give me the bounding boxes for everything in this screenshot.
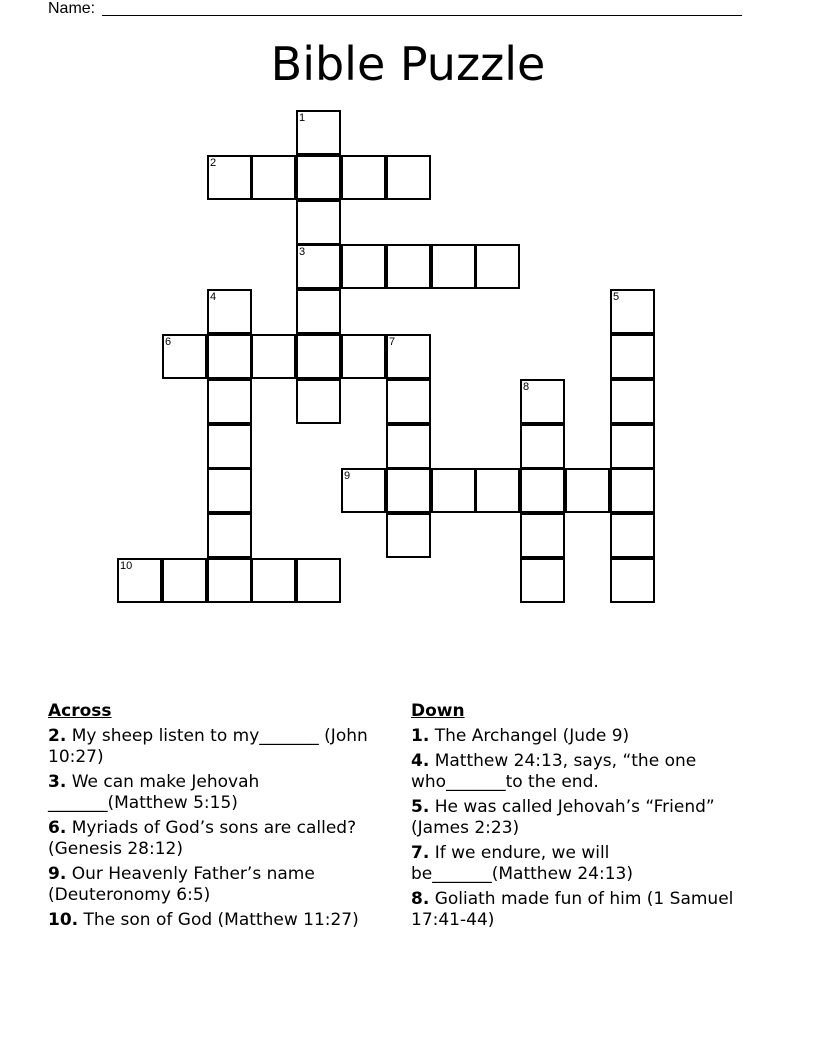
grid-cell[interactable]	[251, 334, 296, 379]
clue-text: Matthew 24:13, says, “the one who_______to the end.	[411, 751, 697, 792]
grid-cell[interactable]	[386, 379, 431, 424]
grid-cell[interactable]	[431, 244, 476, 289]
grid-cell[interactable]	[296, 200, 341, 245]
grid-cell[interactable]	[341, 155, 386, 200]
grid-cell[interactable]	[520, 513, 565, 558]
down-clues	[411, 701, 751, 935]
clue-number: 10.	[48, 910, 79, 930]
clue-text: The Archangel (Jude 9)	[434, 726, 630, 746]
down-heading: Down	[411, 701, 465, 721]
grid-cell[interactable]	[386, 334, 431, 379]
grid-cell[interactable]	[207, 379, 252, 424]
grid-cell[interactable]	[207, 334, 252, 379]
grid-cell[interactable]	[251, 558, 296, 603]
grid-cell[interactable]	[296, 558, 341, 603]
clue-number: 7.	[411, 843, 430, 863]
grid-cell[interactable]	[296, 244, 341, 289]
clue-number-label: 3	[299, 246, 306, 258]
clue-text: We can make Jehovah _______(Matthew 5:15)	[48, 772, 260, 813]
down-clue	[411, 797, 751, 839]
grid-cell[interactable]	[520, 468, 565, 513]
clue-text: Goliath made fun of him (1 Samuel 17:41-44)	[411, 889, 734, 930]
grid-cell[interactable]	[251, 155, 296, 200]
across-heading: Across	[48, 701, 112, 721]
clue-number: 9.	[48, 864, 67, 884]
clue-number-label: 8	[523, 381, 530, 393]
grid-cell[interactable]	[296, 289, 341, 334]
grid-cell[interactable]	[207, 424, 252, 469]
clue-number-label: 9	[344, 470, 351, 482]
grid-cell[interactable]	[207, 289, 252, 334]
clue-number-label: 4	[210, 291, 217, 303]
grid-cell[interactable]	[520, 558, 565, 603]
clue-number-label: 6	[165, 336, 172, 348]
grid-cell[interactable]	[296, 379, 341, 424]
across-clue	[48, 772, 398, 814]
grid-cell[interactable]	[341, 334, 386, 379]
clue-number-label: 10	[120, 560, 133, 572]
down-clue	[411, 751, 751, 793]
grid-cell[interactable]	[162, 334, 207, 379]
down-clue	[411, 843, 751, 885]
grid-cell[interactable]	[296, 110, 341, 155]
grid-cell[interactable]	[341, 468, 386, 513]
grid-cell[interactable]	[386, 513, 431, 558]
clue-text: Myriads of God’s sons are called? (Genesis 28:12)	[48, 818, 357, 859]
clue-number-label: 7	[389, 336, 396, 348]
grid-cell[interactable]	[207, 558, 252, 603]
grid-cell[interactable]	[610, 379, 655, 424]
grid-cell[interactable]	[565, 468, 610, 513]
grid-cell[interactable]	[610, 289, 655, 334]
grid-cell[interactable]	[386, 155, 431, 200]
across-clues	[48, 701, 398, 935]
clue-text: Our Heavenly Father’s name (Deuteronomy 6:5)	[48, 864, 315, 905]
grid-cell[interactable]	[162, 558, 207, 603]
clue-number: 2.	[48, 726, 67, 746]
across-clue	[48, 864, 398, 906]
grid-cell[interactable]	[296, 334, 341, 379]
grid-cell[interactable]	[520, 424, 565, 469]
across-clue	[48, 910, 398, 931]
grid-cell[interactable]	[386, 244, 431, 289]
clue-text: The son of God (Matthew 11:27)	[83, 910, 359, 930]
across-clue	[48, 818, 398, 860]
grid-cell[interactable]	[475, 468, 520, 513]
grid-cell[interactable]	[610, 558, 655, 603]
grid-cell[interactable]	[207, 513, 252, 558]
clue-text: He was called Jehovah’s “Friend” (James 2:23)	[411, 797, 715, 838]
grid-cell[interactable]	[296, 155, 341, 200]
clue-number: 6.	[48, 818, 67, 838]
clue-number: 5.	[411, 797, 430, 817]
grid-cell[interactable]	[207, 468, 252, 513]
grid-cell[interactable]	[475, 244, 520, 289]
name-label: Name:	[48, 0, 96, 17]
clue-number: 4.	[411, 751, 430, 771]
clue-number-label: 5	[613, 291, 620, 303]
grid-cell[interactable]	[610, 334, 655, 379]
clue-text: My sheep listen to my_______ (John 10:27)	[48, 726, 368, 767]
down-clue	[411, 889, 751, 931]
grid-cell[interactable]	[520, 379, 565, 424]
page-title: Bible Puzzle	[270, 37, 546, 91]
clue-number: 1.	[411, 726, 430, 746]
grid-cell[interactable]	[341, 244, 386, 289]
grid-cell[interactable]	[117, 558, 162, 603]
grid-cell[interactable]	[610, 513, 655, 558]
grid-cell[interactable]	[207, 155, 252, 200]
clue-number: 3.	[48, 772, 67, 792]
grid-cell[interactable]	[386, 468, 431, 513]
across-clue	[48, 726, 398, 768]
grid-cell[interactable]	[386, 424, 431, 469]
clue-number-label: 1	[299, 112, 306, 124]
grid-cell[interactable]	[431, 468, 476, 513]
grid-cell[interactable]	[610, 424, 655, 469]
down-clue	[411, 726, 751, 747]
grid-cell[interactable]	[610, 468, 655, 513]
clue-number-label: 2	[210, 157, 217, 169]
clue-text: If we endure, we will be_______(Matthew 24:13)	[411, 843, 633, 884]
clue-number: 8.	[411, 889, 430, 909]
